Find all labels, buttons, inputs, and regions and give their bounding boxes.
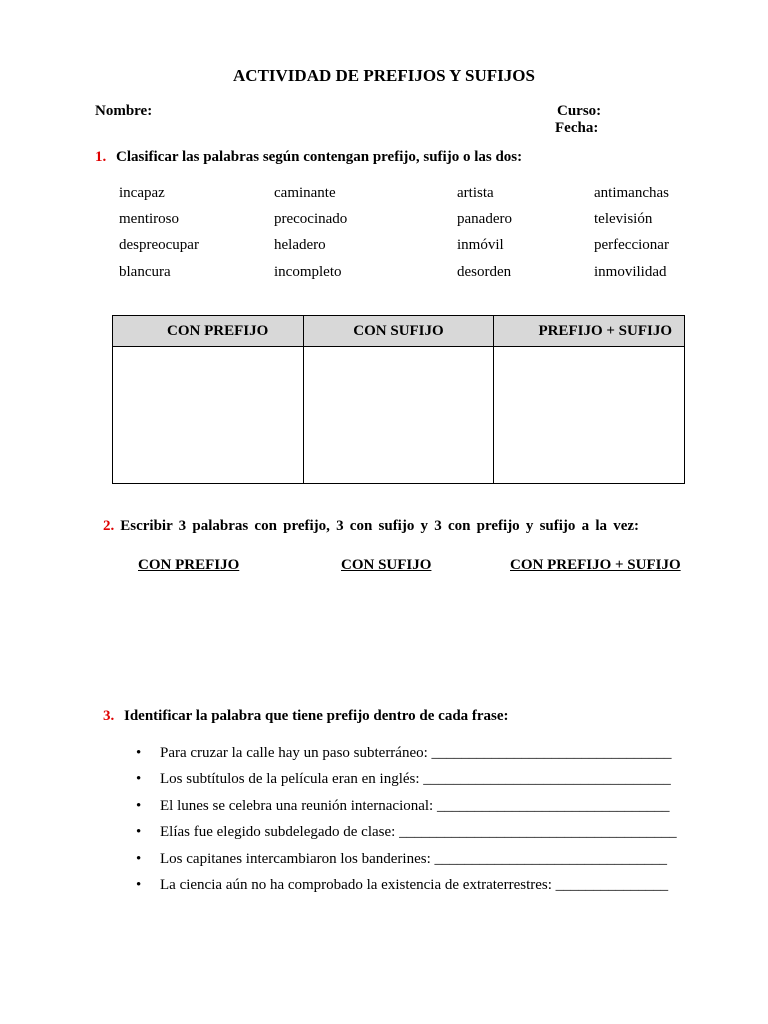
question-3 — [103, 708, 509, 725]
fecha-label: Fecha: — [555, 120, 599, 136]
word-item: blancura — [119, 264, 171, 280]
column-con-sufijo: CON SUFIJO — [341, 557, 432, 573]
bullet-icon: • — [136, 824, 142, 840]
list-item — [136, 877, 669, 894]
word-item: televisión — [594, 211, 653, 227]
list-item — [136, 851, 667, 868]
curso-label: Curso: — [557, 103, 602, 119]
word-item: perfeccionar — [594, 237, 669, 253]
list-item — [136, 771, 671, 788]
question-1-text: Clasificar las palabras según contengan prefijo, sufijo o las dos: — [116, 149, 523, 165]
bullet-icon: • — [136, 877, 142, 893]
sentence-text: El lunes se celebra una reunión internacional: _______________________________ — [160, 798, 670, 814]
word-item: incompleto — [274, 264, 342, 280]
bullet-icon: • — [136, 745, 142, 761]
word-item: inmóvil — [457, 237, 504, 253]
question-1-number: 1. — [95, 149, 107, 165]
table-cell-sufijo[interactable] — [303, 347, 494, 484]
question-2 — [103, 518, 639, 535]
word-item: panadero — [457, 211, 512, 227]
sentence-text: Elías fue elegido subdelegado de clase: _____________________________________ — [160, 824, 677, 840]
table-header-sufijo: CON SUFIJO — [303, 316, 494, 347]
word-item: desorden — [457, 264, 512, 280]
sentence-text: Los capitanes intercambiaron los banderines: _______________________________ — [160, 851, 667, 867]
bullet-icon: • — [136, 771, 142, 787]
table-cell-prefijo[interactable] — [113, 347, 304, 484]
word-item: incapaz — [119, 185, 165, 201]
question-3-number: 3. — [103, 708, 115, 724]
list-item — [136, 798, 670, 815]
word-item: despreocupar — [119, 237, 199, 253]
question-3-text: Identificar la palabra que tiene prefijo dentro de cada frase: — [124, 708, 509, 724]
table-header-prefijo: CON PREFIJO — [113, 316, 304, 347]
word-item: precocinado — [274, 211, 348, 227]
nombre-label: Nombre: — [95, 103, 153, 119]
bullet-icon: • — [136, 851, 142, 867]
list-item — [136, 824, 677, 841]
table-cell-ambos[interactable] — [494, 347, 685, 484]
sentence-text: Para cruzar la calle hay un paso subterráneo: ________________________________ — [160, 745, 672, 761]
question-2-text: Escribir 3 palabras con prefijo, 3 con sufijo y 3 con prefijo y sufijo a la vez: — [120, 518, 639, 534]
word-item: heladero — [274, 237, 326, 253]
table-header-ambos: PREFIJO + SUFIJO — [494, 316, 685, 347]
column-con-prefijo: CON PREFIJO — [138, 557, 240, 573]
sentence-text: La ciencia aún no ha comprobado la existencia de extraterrestres: _______________ — [160, 877, 669, 893]
word-item: inmovilidad — [594, 264, 667, 280]
word-item: antimanchas — [594, 185, 669, 201]
list-item — [136, 745, 672, 762]
page-title: ACTIVIDAD DE PREFIJOS Y SUFIJOS — [233, 66, 535, 85]
classification-table — [112, 315, 685, 484]
question-1 — [95, 149, 522, 166]
question-2-number: 2. — [103, 518, 115, 534]
word-item: mentiroso — [119, 211, 179, 227]
column-con-prefijo-sufijo: CON PREFIJO + SUFIJO — [510, 557, 681, 573]
word-item: artista — [457, 185, 494, 201]
sentence-text: Los subtítulos de la película eran en inglés: _________________________________ — [160, 771, 671, 787]
bullet-icon: • — [136, 798, 142, 814]
word-item: caminante — [274, 185, 336, 201]
